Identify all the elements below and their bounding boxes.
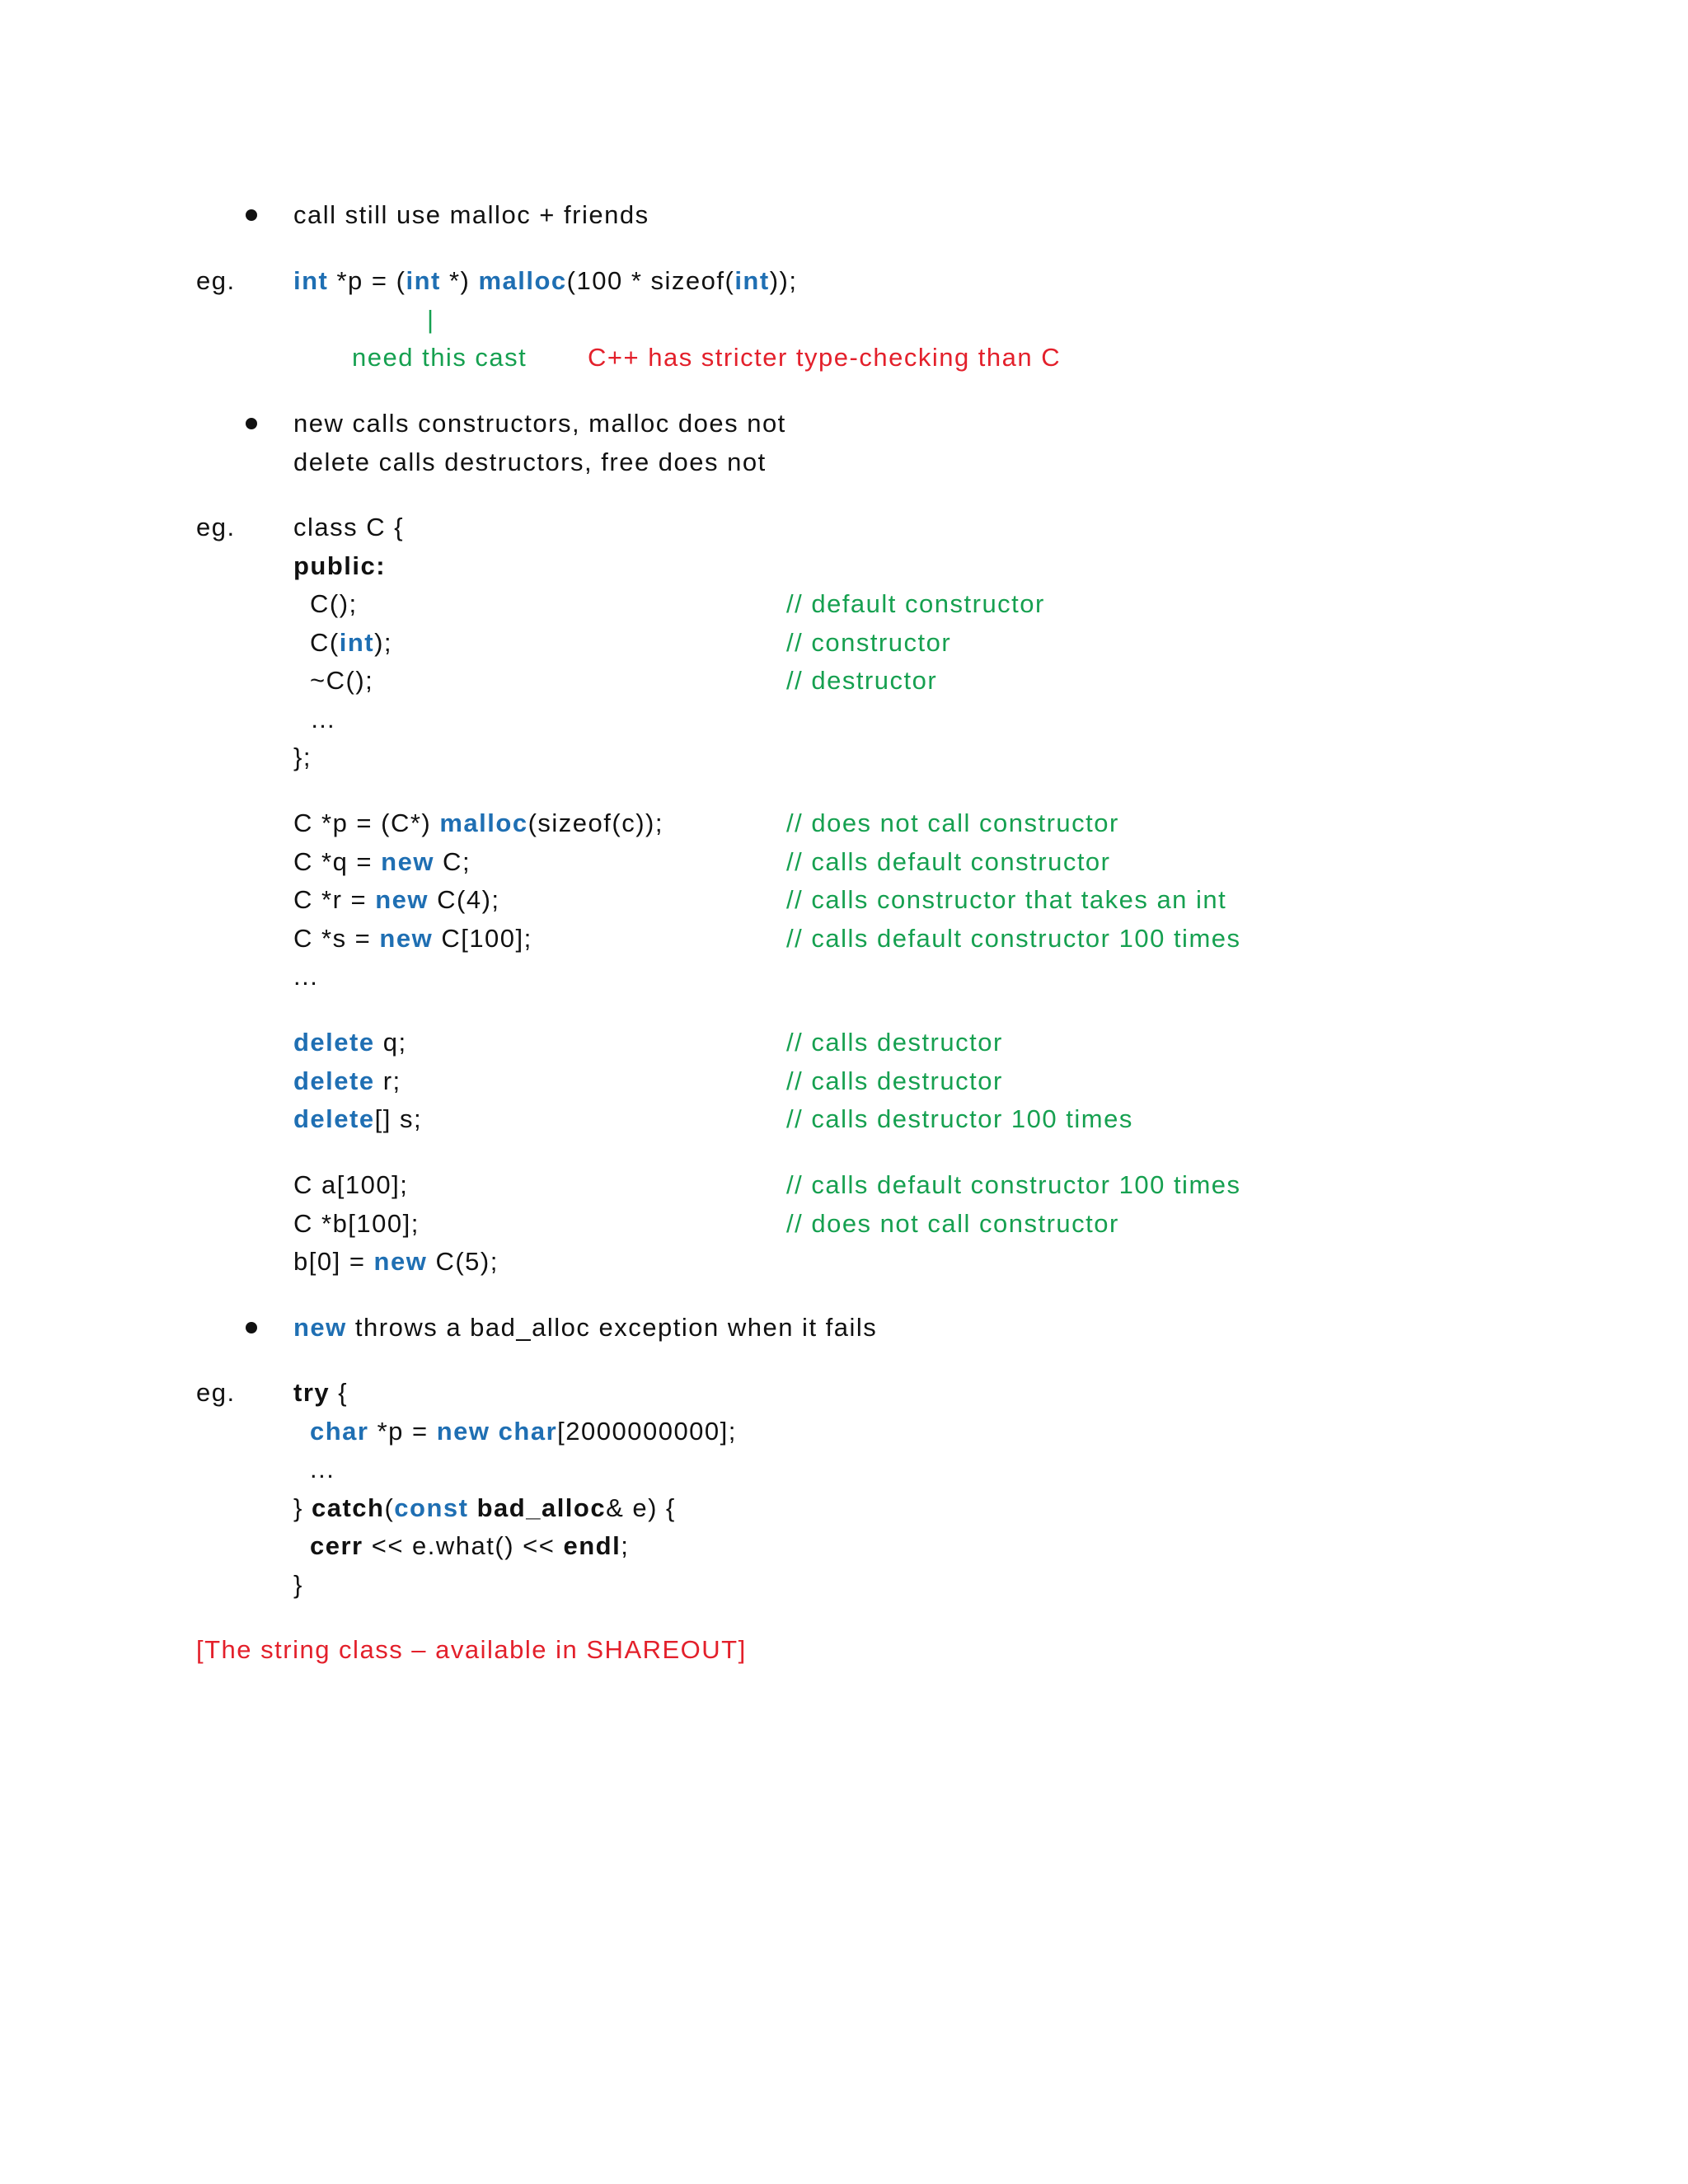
bullet-ctor-text-1: new calls constructors, malloc does not bbox=[293, 409, 786, 438]
code-catch: } catch(const bad_alloc& e) { bbox=[293, 1493, 676, 1522]
comment-alloc-r: // calls constructor that takes an int bbox=[786, 885, 1227, 914]
code-alloc-r: C *r = new C(4); bbox=[293, 885, 500, 914]
code-dots: ... bbox=[293, 962, 319, 991]
code-char-alloc: char *p = new char[2000000000]; bbox=[310, 1417, 737, 1446]
code-class-close: }; bbox=[293, 743, 312, 771]
comment-destructor: // destructor bbox=[786, 666, 938, 695]
footer-string-class-note: [The string class – available in SHAREOUT] bbox=[196, 1635, 747, 1664]
code-array-a: C a[100]; bbox=[293, 1170, 409, 1199]
bullet-throws-text: new throws a bad_alloc exception when it fails bbox=[293, 1313, 878, 1342]
code-delete-r: delete r; bbox=[293, 1066, 401, 1095]
code-ctor-int: C(int); bbox=[310, 628, 393, 657]
code-try: try { bbox=[293, 1378, 349, 1407]
comment-array-b: // does not call constructor bbox=[786, 1209, 1119, 1238]
bullet-icon bbox=[246, 418, 257, 429]
comment-delete-q: // calls destructor bbox=[786, 1028, 1003, 1057]
bullet-malloc-text: call still use malloc + friends bbox=[293, 200, 649, 229]
code-alloc-s: C *s = new C[100]; bbox=[293, 924, 532, 953]
bullet-icon bbox=[246, 209, 257, 221]
code-array-b0: b[0] = new C(5); bbox=[293, 1247, 499, 1276]
code-delete-q: delete q; bbox=[293, 1028, 407, 1057]
code-class-decl: class C { bbox=[293, 513, 405, 541]
code-ctor-default: C(); bbox=[310, 589, 358, 618]
code-alloc-p: C *p = (C*) malloc(sizeof(c)); bbox=[293, 808, 663, 837]
code-public: public: bbox=[293, 551, 387, 580]
comment-constructor: // constructor bbox=[786, 628, 952, 657]
code-cerr: cerr << e.what() << endl; bbox=[310, 1531, 630, 1560]
note-type-checking: C++ has stricter type-checking than C bbox=[588, 343, 1062, 372]
code-alloc-q: C *q = new C; bbox=[293, 847, 471, 876]
code-line-malloc-cast: int *p = (int *) malloc(100 * sizeof(int)); bbox=[293, 266, 798, 295]
cast-pointer-mark: | bbox=[427, 305, 435, 334]
code-ellipsis: … bbox=[310, 705, 337, 733]
comment-array-a: // calls default constructor 100 times bbox=[786, 1170, 1241, 1199]
code-catch-close: } bbox=[293, 1570, 303, 1599]
comment-alloc-q: // calls default constructor bbox=[786, 847, 1111, 876]
eg-label: eg. bbox=[196, 1378, 236, 1407]
code-delete-s: delete[] s; bbox=[293, 1104, 423, 1133]
code-array-b: C *b[100]; bbox=[293, 1209, 420, 1238]
comment-alloc-s: // calls default constructor 100 times bbox=[786, 924, 1241, 953]
comment-default-constructor: // default constructor bbox=[786, 589, 1045, 618]
comment-alloc-p: // does not call constructor bbox=[786, 808, 1119, 837]
comment-delete-r: // calls destructor bbox=[786, 1066, 1003, 1095]
eg-label: eg. bbox=[196, 266, 236, 295]
note-need-cast: need this cast bbox=[352, 343, 528, 372]
bullet-icon bbox=[246, 1322, 257, 1333]
code-try-dots: ... bbox=[310, 1455, 335, 1483]
eg-label: eg. bbox=[196, 513, 236, 541]
bullet-ctor-text-2: delete calls destructors, free does not bbox=[293, 448, 767, 476]
code-dtor: ~C(); bbox=[310, 666, 374, 695]
comment-delete-s: // calls destructor 100 times bbox=[786, 1104, 1133, 1133]
